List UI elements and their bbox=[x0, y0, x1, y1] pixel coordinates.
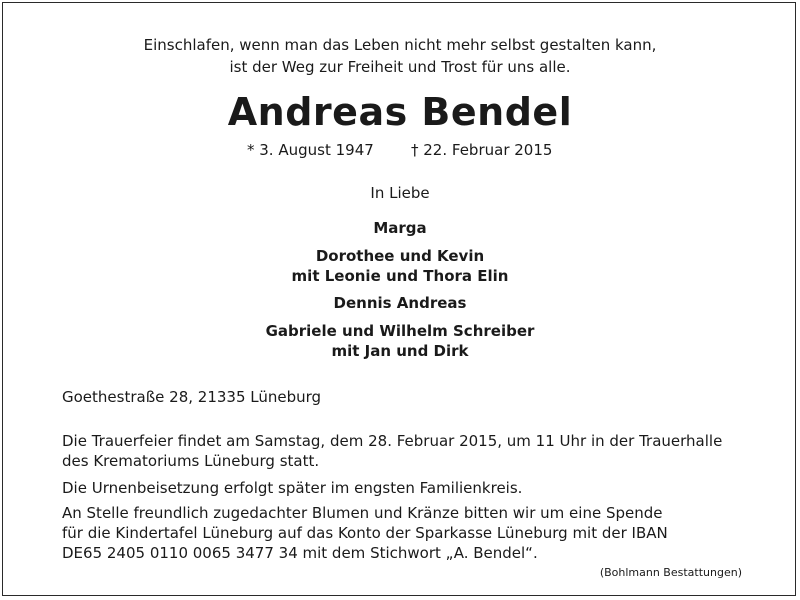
mourner-line: mit Leonie und Thora Elin bbox=[291, 267, 509, 285]
mourner-line: Dorothee und Kevin bbox=[315, 247, 485, 265]
funeral-info-paragraph bbox=[62, 431, 762, 471]
death-date: † 22. Februar 2015 bbox=[411, 141, 553, 159]
paragraph-line: für die Kindertafel Lüneburg auf das Konto der Sparkasse Lüneburg mit der IBAN bbox=[62, 524, 668, 542]
mourner-group bbox=[0, 293, 800, 313]
mourner-line: Dennis Andreas bbox=[333, 294, 467, 312]
mourner-line: Gabriele und Wilhelm Schreiber bbox=[265, 322, 535, 340]
donation-paragraph bbox=[62, 503, 762, 563]
mourner-line: Marga bbox=[373, 219, 427, 237]
deceased-name: Andreas Bendel bbox=[227, 90, 573, 134]
urn-burial-paragraph bbox=[62, 478, 762, 498]
birth-date: * 3. August 1947 bbox=[247, 141, 374, 159]
in-liebe-label: In Liebe bbox=[370, 184, 430, 202]
motto-line: ist der Weg zur Freiheit und Trost für uns alle. bbox=[229, 58, 571, 76]
paragraph-line: Die Urnenbeisetzung erfolgt später im engsten Familienkreis. bbox=[62, 479, 523, 497]
mourner-group bbox=[0, 321, 800, 361]
motto-quote bbox=[0, 34, 800, 78]
mourner-line: mit Jan und Dirk bbox=[331, 342, 469, 360]
paragraph-line: An Stelle freundlich zugedachter Blumen und Kränze bitten wir um eine Spende bbox=[62, 504, 663, 522]
paragraph-line: des Krematoriums Lüneburg statt. bbox=[62, 452, 320, 470]
paragraph-line: DE65 2405 0110 0065 3477 34 mit dem Stichwort „A. Bendel“. bbox=[62, 544, 538, 562]
funeral-home-credit: (Bohlmann Bestattungen) bbox=[599, 566, 742, 579]
mourner-group bbox=[0, 218, 800, 238]
paragraph-line: Die Trauerfeier findet am Samstag, dem 28. Februar 2015, um 11 Uhr in der Trauerhalle bbox=[62, 432, 723, 450]
motto-line: Einschlafen, wenn man das Leben nicht mehr selbst gestalten kann, bbox=[143, 36, 657, 54]
mourner-group bbox=[0, 246, 800, 286]
address: Goethestraße 28, 21335 Lüneburg bbox=[62, 388, 322, 406]
